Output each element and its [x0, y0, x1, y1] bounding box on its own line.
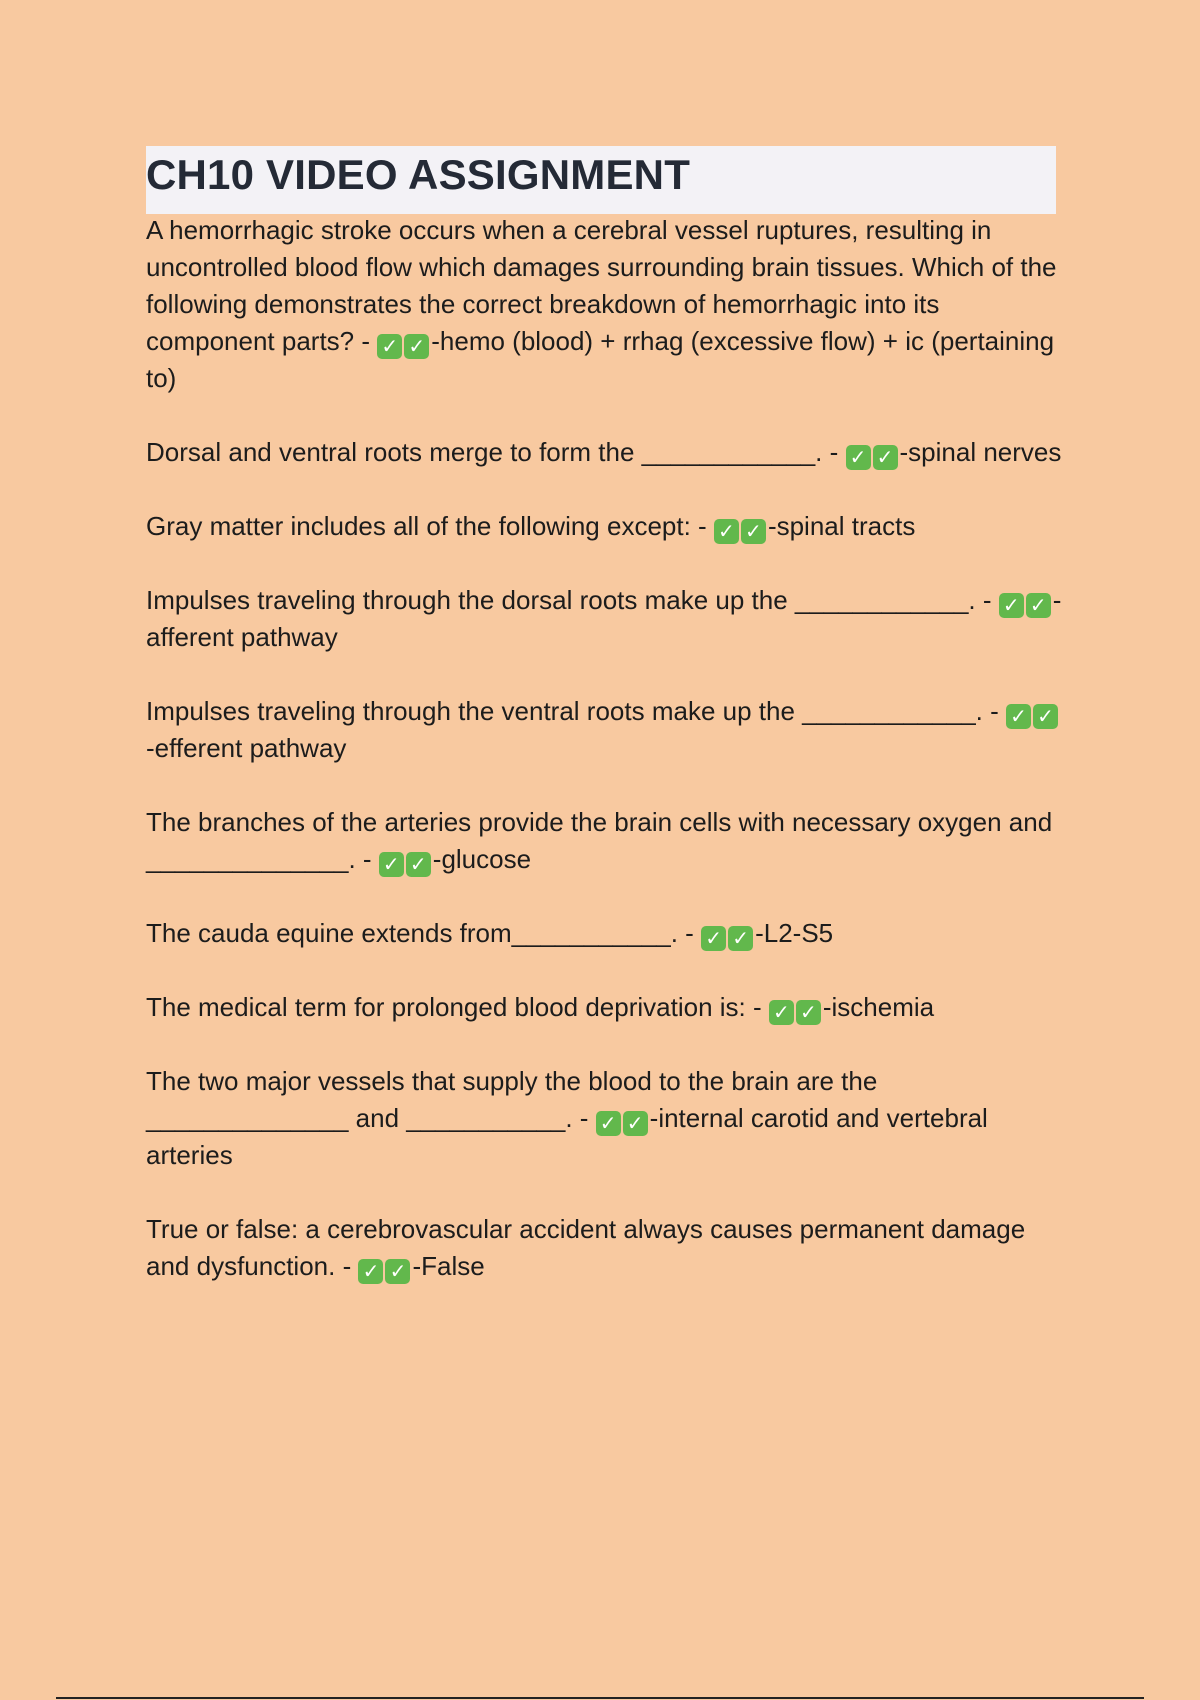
question-text: True or false: a cerebrovascular accident always causes permanent damage and dysfunction. - [146, 1214, 1026, 1281]
question-item [146, 508, 1066, 545]
checkmark-icon: ✓ [404, 334, 429, 359]
document-title: CH10 VIDEO ASSIGNMENT [146, 151, 691, 198]
question-text: Dorsal and ventral roots merge to form the ____________. - [146, 437, 846, 467]
question-text: Impulses traveling through the dorsal roots make up the ____________. - [146, 585, 999, 615]
checkmark-icon: ✓ [741, 519, 766, 544]
question-answer-list [146, 212, 1066, 1322]
checkmark-icon: ✓ [358, 1259, 383, 1284]
question-text: The branches of the arteries provide the brain cells with necessary oxygen and ______________. - [146, 807, 1053, 874]
answer-text: -spinal tracts [767, 511, 916, 541]
answer-text: -ischemia [822, 992, 935, 1022]
question-text: Gray matter includes all of the following except: - [146, 511, 714, 541]
checkmark-icon: ✓ [999, 593, 1024, 618]
checkmark-icon: ✓ [796, 1000, 821, 1025]
answer-text: -internal carotid and vertebral arteries [146, 1103, 988, 1170]
checkmark-icon: ✓ [873, 445, 898, 470]
answer-text: -False [412, 1251, 485, 1281]
answer-text: -afferent pathway [146, 585, 1062, 652]
answer-text: -L2-S5 [755, 918, 834, 948]
answer-text: -hemo (blood) + rrhag (excessive flow) + ic (pertaining to) [146, 326, 1055, 393]
question-text: Impulses traveling through the ventral roots make up the ____________. - [146, 696, 1006, 726]
question-item [146, 989, 1066, 1026]
question-text: The medical term for prolonged blood deprivation is: - [146, 992, 769, 1022]
answer-text: -glucose [432, 844, 532, 874]
question-item [146, 693, 1066, 767]
checkmark-icon: ✓ [1026, 593, 1051, 618]
checkmark-icon: ✓ [596, 1111, 621, 1136]
question-item [146, 1211, 1066, 1285]
checkmark-icon: ✓ [379, 852, 404, 877]
checkmark-icon: ✓ [623, 1111, 648, 1136]
checkmark-icon: ✓ [769, 1000, 794, 1025]
question-text: A hemorrhagic stroke occurs when a cerebral vessel ruptures, resulting in uncontrolled blood flow which damages surrounding brain tissues. Which of the following demonstrates the correct breakdown of hemorrhagic into its component parts? - [146, 215, 1057, 356]
checkmark-icon: ✓ [406, 852, 431, 877]
bottom-divider [56, 1697, 1144, 1699]
question-item [146, 212, 1066, 397]
question-text: The cauda equine extends from___________. - [146, 918, 702, 948]
checkmark-icon: ✓ [846, 445, 871, 470]
question-item [146, 804, 1066, 878]
question-text: The two major vessels that supply the blood to the brain are the ______________ and ___________. - [146, 1066, 878, 1133]
answer-text: -spinal nerves [899, 437, 1062, 467]
question-item [146, 915, 1066, 952]
question-item [146, 1063, 1066, 1174]
checkmark-icon: ✓ [701, 926, 726, 951]
checkmark-icon: ✓ [714, 519, 739, 544]
checkmark-icon: ✓ [377, 334, 402, 359]
checkmark-icon: ✓ [1006, 704, 1031, 729]
question-item [146, 434, 1066, 471]
question-item [146, 582, 1066, 656]
answer-text: -efferent pathway [146, 733, 347, 763]
title-bar [146, 146, 1056, 214]
checkmark-icon: ✓ [728, 926, 753, 951]
checkmark-icon: ✓ [385, 1259, 410, 1284]
checkmark-icon: ✓ [1033, 704, 1058, 729]
